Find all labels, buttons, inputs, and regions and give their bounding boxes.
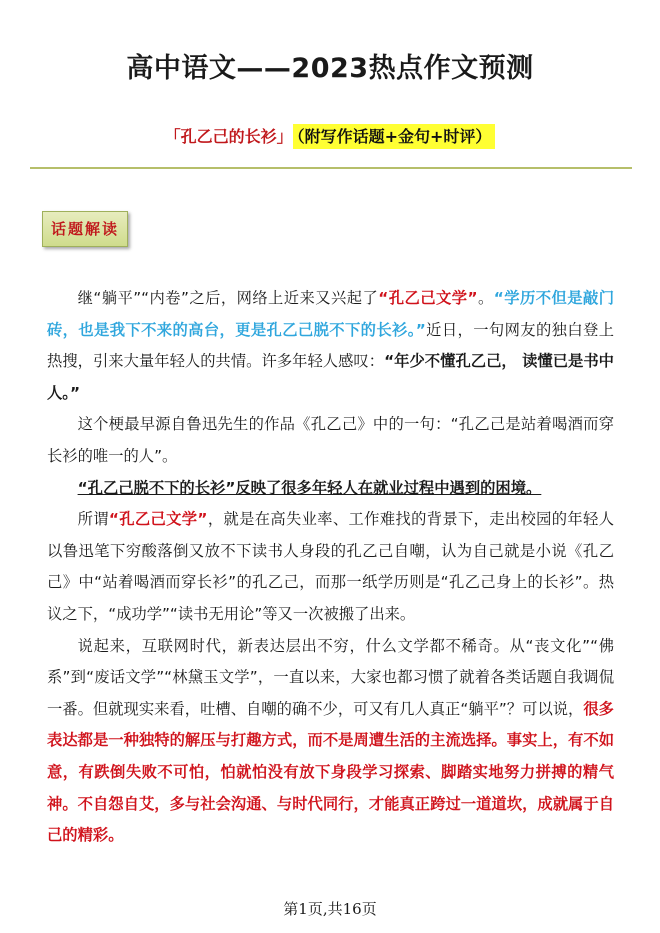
paragraph-2: 这个梗最早源自鲁迅先生的作品《孔乙己》中的一句：“孔乙己是站着喝酒而穿长衫的唯一的人”。	[47, 415, 614, 465]
p5-red-conclusion: 很多表达都是一种独特的解压与打趣方式，而不是周遭生活的主流选择。事实上，有不如意，有跌倒失败不可怕，怕就怕没有放下身段学习探索、脚踏实地努力拼搏的精气神。不自怨自艾，多与社会沟通、与时代同行，才能真正跨过一道道坎，成就属于自己的精彩。	[47, 699, 614, 845]
paragraph-3	[47, 473, 614, 505]
paragraph-4	[47, 504, 614, 630]
p1-quote: “学历不但是敲门砖，也是我下不来的高台，更是孔乙己脱不下的长衫。”	[47, 289, 615, 339]
header-divider	[30, 167, 632, 169]
subtitle	[0, 124, 660, 147]
p4-text-2: ，就是在高失业率、工作难找的背景下，走出校园的年轻人以鲁迅笔下穷酸落倒又放不下读书人身段的孔乙己自嘲，认为自己就是小说《孔乙己》中“站着喝酒而穿长衫”的孔乙己，而那一纸学历则是“孔乙己身上的长衫”。热议之下，“成功学”“读书无用论”等又一次被搬了出来。	[47, 510, 614, 623]
paragraph-5	[47, 631, 614, 852]
section-badge: 话题解读	[42, 211, 128, 247]
p4-text-1: 所谓	[77, 510, 109, 529]
p1-keyword: “孔乙己文学”	[378, 289, 478, 307]
document-title: 高中语文——2023热点作文预测	[126, 53, 534, 84]
subtitle-highlight: （附写作话题+金句+时评）	[293, 124, 496, 149]
paragraph-1	[47, 283, 614, 409]
p1-text-1: 继“躺平”“内卷”之后，网络上近来又兴起了	[77, 289, 379, 307]
article-body	[47, 283, 614, 852]
page-number: 第1页,共16页	[283, 900, 377, 918]
p4-keyword: “孔乙己文学”	[108, 510, 208, 529]
p1-text-2: 。	[477, 289, 494, 307]
p3-underlined-statement: “孔乙己脱不下的长衫”反映了很多年轻人在就业过程中遇到的困境。	[77, 478, 542, 497]
p1-text-3: 近日，一句网友的独白登上热搜，引来大量年轻人的共情。许多年轻人感叹：	[47, 320, 614, 371]
subtitle-topic: 「孔乙己的长衫」	[164, 127, 293, 146]
p5-text-1: 说起来，互联网时代，新表达层出不穷，什么文学都不稀奇。从“丧文化”“佛系”到“废话文学”“林黛玉文学”，一直以来，大家也都习惯了就着各类话题自我调侃一番。但就现实来看，吐槽、自嘲的确不少，可又有几人真正“躺平”？可以说，	[47, 636, 614, 718]
p1-bold-quote: “年少不懂孔乙己， 读懂已是书中人。”	[47, 352, 614, 402]
